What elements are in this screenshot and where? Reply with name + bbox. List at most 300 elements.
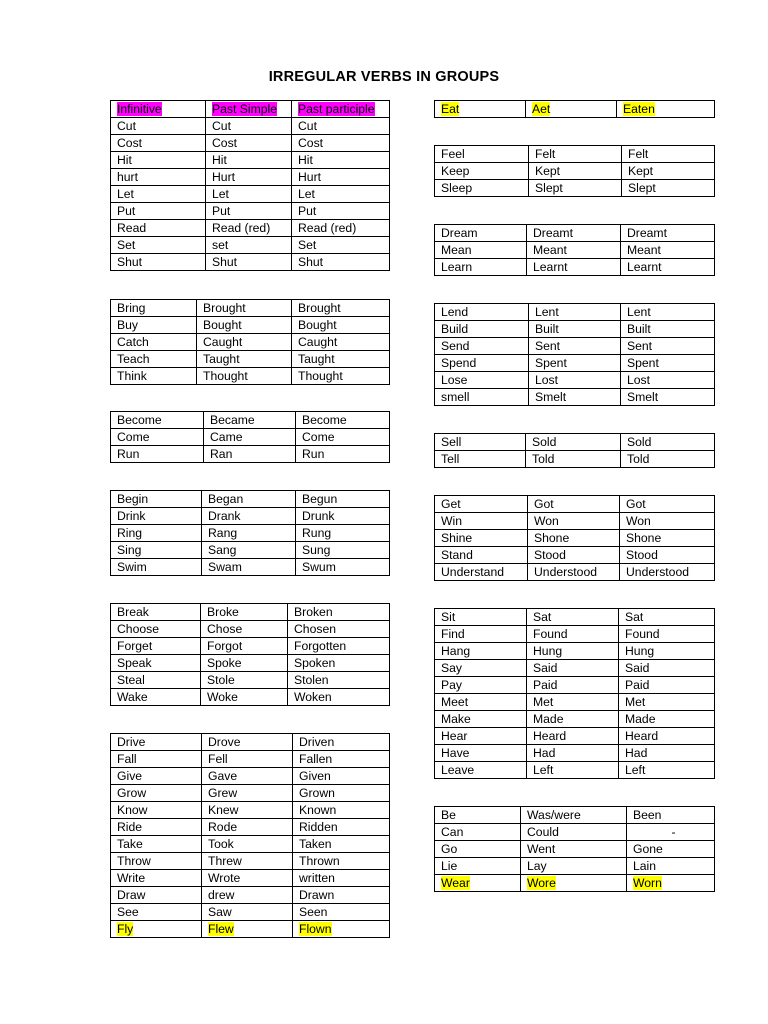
- past-simple-cell: Smelt: [529, 389, 621, 406]
- verb-row: [435, 711, 715, 728]
- past-participle-cell: Begun: [296, 491, 390, 508]
- infinitive-cell: Speak: [111, 655, 201, 672]
- verb-row: [111, 351, 390, 368]
- past-simple-cell: Came: [204, 429, 296, 446]
- verb-row: [111, 604, 390, 621]
- past-participle-cell: [293, 921, 390, 938]
- past-participle-cell: Bought: [292, 317, 390, 334]
- infinitive-cell: [435, 101, 526, 118]
- verb-row: [435, 355, 715, 372]
- past-participle-cell: Left: [619, 762, 715, 779]
- past-simple-cell: set: [206, 237, 292, 254]
- verb-row: [111, 491, 390, 508]
- past-simple-cell: Put: [206, 203, 292, 220]
- past-participle-cell: Hit: [292, 152, 390, 169]
- infinitive-cell: Throw: [111, 853, 202, 870]
- past-participle-cell: Felt: [622, 146, 715, 163]
- infinitive-cell: Ride: [111, 819, 202, 836]
- verb-row: [111, 836, 390, 853]
- verb-group-table-6: [110, 733, 390, 938]
- verb-row: [435, 163, 715, 180]
- past-participle-cell: Got: [620, 496, 715, 513]
- past-simple-cell: Brought: [197, 300, 292, 317]
- past-participle-cell: Drawn: [293, 887, 390, 904]
- past-simple-cell: Dreamt: [527, 225, 621, 242]
- past-participle-cell: Paid: [619, 677, 715, 694]
- infinitive-cell: Set: [111, 237, 206, 254]
- past-participle-cell: Found: [619, 626, 715, 643]
- infinitive-cell: See: [111, 904, 202, 921]
- infinitive-cell: Cost: [111, 135, 206, 152]
- verb-row: [111, 672, 390, 689]
- infinitive-cell: Win: [435, 513, 528, 530]
- past-participle-cell: Understood: [620, 564, 715, 581]
- past-simple-cell: drew: [202, 887, 293, 904]
- past-participle-cell: Come: [296, 429, 390, 446]
- verb-row: [435, 242, 715, 259]
- verb-row: [435, 101, 715, 118]
- past-simple-cell: Lent: [529, 304, 621, 321]
- past-simple-cell: Built: [529, 321, 621, 338]
- past-simple-cell: Ran: [204, 446, 296, 463]
- past-simple-cell: Sat: [527, 609, 619, 626]
- past-participle-cell: Cut: [292, 118, 390, 135]
- infinitive-cell: Grow: [111, 785, 202, 802]
- past-participle-cell: Told: [621, 451, 715, 468]
- verb-row: [111, 542, 390, 559]
- past-simple-cell: Drove: [202, 734, 293, 751]
- infinitive-cell: Dream: [435, 225, 527, 242]
- past-simple-cell: Read (red): [206, 220, 292, 237]
- verb-row: [435, 728, 715, 745]
- infinitive-cell: Spend: [435, 355, 529, 372]
- past-participle-cell: Given: [293, 768, 390, 785]
- infinitive-cell: Catch: [111, 334, 197, 351]
- past-participle-cell: Woken: [288, 689, 390, 706]
- verb-row: [111, 169, 390, 186]
- infinitive-cell: Find: [435, 626, 527, 643]
- past-simple-cell: Hung: [527, 643, 619, 660]
- infinitive-cell: Tell: [435, 451, 526, 468]
- past-participle-cell: Run: [296, 446, 390, 463]
- verb-row: [435, 496, 715, 513]
- past-participle-cell: Known: [293, 802, 390, 819]
- past-participle-cell: Thought: [292, 368, 390, 385]
- past-simple-cell: Found: [527, 626, 619, 643]
- infinitive-cell: Sleep: [435, 180, 529, 197]
- past-simple-cell: Spoke: [201, 655, 288, 672]
- verb-row: [111, 734, 390, 751]
- infinitive-cell: Sing: [111, 542, 202, 559]
- verb-row: [435, 530, 715, 547]
- verb-row: [111, 802, 390, 819]
- highlighted-text: Flown: [299, 921, 332, 936]
- infinitive-cell: Get: [435, 496, 528, 513]
- infinitive-cell: Take: [111, 836, 202, 853]
- past-simple-cell: Rode: [202, 819, 293, 836]
- verb-row: [435, 841, 715, 858]
- infinitive-cell: Wake: [111, 689, 201, 706]
- verb-row: [111, 887, 390, 904]
- past-simple-cell: [521, 875, 627, 892]
- verb-row: [435, 259, 715, 276]
- infinitive-cell: Break: [111, 604, 201, 621]
- verb-group-table-13: [434, 608, 715, 779]
- verb-row: [111, 559, 390, 576]
- verb-row: [111, 768, 390, 785]
- verb-row: [111, 446, 390, 463]
- highlighted-text: Wore: [527, 875, 556, 890]
- verb-row: [111, 429, 390, 446]
- infinitive-cell: Send: [435, 338, 529, 355]
- verb-row: [111, 254, 390, 271]
- infinitive-cell: Become: [111, 412, 204, 429]
- past-participle-cell: Sat: [619, 609, 715, 626]
- past-participle-cell: Forgotten: [288, 638, 390, 655]
- infinitive-cell: [111, 101, 206, 118]
- past-participle-cell: Seen: [293, 904, 390, 921]
- verb-group-table-2: [110, 299, 390, 385]
- verb-row: [111, 819, 390, 836]
- verb-row: [111, 921, 390, 938]
- highlighted-text: Past participle: [298, 101, 375, 116]
- verb-row: [435, 547, 715, 564]
- verb-row: [435, 225, 715, 242]
- verb-row: [111, 785, 390, 802]
- verb-row: [435, 389, 715, 406]
- verb-row: [111, 751, 390, 768]
- past-simple-cell: Caught: [197, 334, 292, 351]
- highlighted-text: Infinitive: [117, 101, 162, 116]
- verb-row: [111, 220, 390, 237]
- infinitive-cell: Shine: [435, 530, 528, 547]
- past-simple-cell: Shone: [528, 530, 620, 547]
- infinitive-cell: Go: [435, 841, 521, 858]
- past-participle-cell: Put: [292, 203, 390, 220]
- past-participle-cell: Learnt: [621, 259, 715, 276]
- verb-row: [111, 870, 390, 887]
- past-participle-cell: Spent: [621, 355, 715, 372]
- verb-group-table-8: [434, 145, 715, 197]
- verb-row: [111, 135, 390, 152]
- verb-row: [435, 807, 715, 824]
- infinitive-cell: [111, 921, 202, 938]
- past-simple-cell: Forgot: [201, 638, 288, 655]
- infinitive-cell: Think: [111, 368, 197, 385]
- infinitive-cell: Build: [435, 321, 529, 338]
- verb-row: [111, 904, 390, 921]
- infinitive-cell: Feel: [435, 146, 529, 163]
- infinitive-cell: Say: [435, 660, 527, 677]
- past-participle-cell: Stolen: [288, 672, 390, 689]
- past-participle-cell: Hurt: [292, 169, 390, 186]
- past-participle-cell: Gone: [627, 841, 715, 858]
- past-simple-cell: Heard: [527, 728, 619, 745]
- highlighted-text: Aet: [532, 101, 551, 116]
- past-simple-cell: Learnt: [527, 259, 621, 276]
- past-simple-cell: Won: [528, 513, 620, 530]
- verb-group-table-4: [110, 490, 390, 576]
- infinitive-cell: Lose: [435, 372, 529, 389]
- past-simple-cell: Wrote: [202, 870, 293, 887]
- past-participle-cell: [292, 101, 390, 118]
- past-simple-cell: Stole: [201, 672, 288, 689]
- past-simple-cell: Meant: [527, 242, 621, 259]
- infinitive-cell: Bring: [111, 300, 197, 317]
- infinitive-cell: Sit: [435, 609, 527, 626]
- verb-row: [435, 745, 715, 762]
- past-simple-cell: Thought: [197, 368, 292, 385]
- past-simple-cell: Rang: [202, 525, 296, 542]
- infinitive-cell: Ring: [111, 525, 202, 542]
- past-participle-cell: Set: [292, 237, 390, 254]
- past-participle-cell: Had: [619, 745, 715, 762]
- past-simple-cell: Fell: [202, 751, 293, 768]
- past-simple-cell: Lost: [529, 372, 621, 389]
- past-simple-cell: Told: [526, 451, 621, 468]
- verb-row: [111, 317, 390, 334]
- infinitive-cell: Write: [111, 870, 202, 887]
- past-participle-cell: Cost: [292, 135, 390, 152]
- verb-group-table-11: [434, 433, 715, 468]
- infinitive-cell: Know: [111, 802, 202, 819]
- past-simple-cell: Drank: [202, 508, 296, 525]
- past-simple-cell: Sold: [526, 434, 621, 451]
- past-participle-cell: Made: [619, 711, 715, 728]
- past-participle-cell: Broken: [288, 604, 390, 621]
- past-participle-cell: Grown: [293, 785, 390, 802]
- past-simple-cell: Felt: [529, 146, 622, 163]
- past-simple-cell: Knew: [202, 802, 293, 819]
- past-participle-cell: Swum: [296, 559, 390, 576]
- verb-row: [111, 152, 390, 169]
- highlighted-text: Eaten: [623, 101, 655, 116]
- infinitive-cell: Choose: [111, 621, 201, 638]
- past-participle-cell: Fallen: [293, 751, 390, 768]
- past-participle-cell: Brought: [292, 300, 390, 317]
- infinitive-cell: Stand: [435, 547, 528, 564]
- verb-row: [111, 655, 390, 672]
- past-simple-cell: [202, 921, 293, 938]
- verb-row: [111, 237, 390, 254]
- past-participle-cell: Chosen: [288, 621, 390, 638]
- past-participle-cell: Taken: [293, 836, 390, 853]
- verb-row: [111, 368, 390, 385]
- infinitive-cell: Lend: [435, 304, 529, 321]
- past-participle-cell: Taught: [292, 351, 390, 368]
- past-simple-cell: [206, 101, 292, 118]
- infinitive-cell: Be: [435, 807, 521, 824]
- past-participle-cell: Caught: [292, 334, 390, 351]
- past-simple-cell: Understood: [528, 564, 620, 581]
- past-simple-cell: Had: [527, 745, 619, 762]
- past-participle-cell: Ridden: [293, 819, 390, 836]
- verb-group-table-1: [110, 100, 390, 271]
- verb-row: [111, 853, 390, 870]
- verb-row: [435, 762, 715, 779]
- past-simple-cell: Shut: [206, 254, 292, 271]
- past-participle-cell: Slept: [622, 180, 715, 197]
- past-participle-cell: Thrown: [293, 853, 390, 870]
- infinitive-cell: Sell: [435, 434, 526, 451]
- infinitive-cell: Learn: [435, 259, 527, 276]
- infinitive-cell: Buy: [111, 317, 197, 334]
- infinitive-cell: Hit: [111, 152, 206, 169]
- past-simple-cell: Threw: [202, 853, 293, 870]
- past-simple-cell: Went: [521, 841, 627, 858]
- verb-row: [435, 677, 715, 694]
- highlighted-text: Fly: [117, 921, 134, 936]
- infinitive-cell: Come: [111, 429, 204, 446]
- infinitive-cell: Have: [435, 745, 527, 762]
- past-participle-cell: Become: [296, 412, 390, 429]
- verb-row: [435, 372, 715, 389]
- verb-row: [435, 180, 715, 197]
- verb-row: [111, 508, 390, 525]
- verb-group-table-12: [434, 495, 715, 581]
- verb-row: [435, 643, 715, 660]
- past-simple-cell: Let: [206, 186, 292, 203]
- past-simple-cell: Took: [202, 836, 293, 853]
- infinitive-cell: Put: [111, 203, 206, 220]
- infinitive-cell: Hear: [435, 728, 527, 745]
- past-participle-cell: Dreamt: [621, 225, 715, 242]
- verb-row: [435, 338, 715, 355]
- page-title: IRREGULAR VERBS IN GROUPS: [268, 69, 500, 85]
- past-simple-cell: Made: [527, 711, 619, 728]
- past-simple-cell: Could: [521, 824, 627, 841]
- infinitive-cell: Read: [111, 220, 206, 237]
- infinitive-cell: Cut: [111, 118, 206, 135]
- verb-row: [111, 334, 390, 351]
- past-simple-cell: Became: [204, 412, 296, 429]
- verb-group-table-9: [434, 224, 715, 276]
- infinitive-cell: Drink: [111, 508, 202, 525]
- verb-row: [435, 609, 715, 626]
- past-participle-cell: Smelt: [621, 389, 715, 406]
- infinitive-cell: hurt: [111, 169, 206, 186]
- verb-row: [435, 513, 715, 530]
- past-participle-cell: Drunk: [296, 508, 390, 525]
- verb-group-table-14: [434, 806, 715, 892]
- past-simple-cell: Cost: [206, 135, 292, 152]
- highlighted-text: Past Simple: [212, 101, 278, 116]
- verb-row: [435, 321, 715, 338]
- verb-row: [111, 525, 390, 542]
- past-simple-cell: Was/were: [521, 807, 627, 824]
- past-simple-cell: Gave: [202, 768, 293, 785]
- verb-group-table-5: [110, 603, 390, 706]
- past-participle-cell: Built: [621, 321, 715, 338]
- verb-row: [435, 875, 715, 892]
- past-participle-cell: Sent: [621, 338, 715, 355]
- infinitive-cell: Make: [435, 711, 527, 728]
- verb-row: [435, 660, 715, 677]
- past-participle-cell: Sold: [621, 434, 715, 451]
- past-participle-cell: Kept: [622, 163, 715, 180]
- infinitive-cell: Swim: [111, 559, 202, 576]
- verb-group-table-3: [110, 411, 390, 463]
- past-participle-cell: Sung: [296, 542, 390, 559]
- infinitive-cell: Leave: [435, 762, 527, 779]
- verb-row: [435, 626, 715, 643]
- verb-row: [111, 203, 390, 220]
- verb-row: [111, 300, 390, 317]
- verb-row: [435, 694, 715, 711]
- past-participle-cell: Said: [619, 660, 715, 677]
- past-participle-cell: Let: [292, 186, 390, 203]
- past-participle-cell: [627, 875, 715, 892]
- past-simple-cell: Stood: [528, 547, 620, 564]
- past-participle-cell: Lain: [627, 858, 715, 875]
- infinitive-cell: Teach: [111, 351, 197, 368]
- infinitive-cell: Give: [111, 768, 202, 785]
- past-simple-cell: Sang: [202, 542, 296, 559]
- past-simple-cell: Hurt: [206, 169, 292, 186]
- highlighted-text: Flew: [208, 921, 234, 936]
- past-simple-cell: Sent: [529, 338, 621, 355]
- verb-row: [435, 858, 715, 875]
- verb-row: [111, 101, 390, 118]
- past-participle-cell: Won: [620, 513, 715, 530]
- verb-row: [435, 434, 715, 451]
- past-participle-cell: -: [627, 824, 715, 841]
- past-participle-cell: Driven: [293, 734, 390, 751]
- past-simple-cell: Grew: [202, 785, 293, 802]
- infinitive-cell: Drive: [111, 734, 202, 751]
- verb-row: [435, 304, 715, 321]
- infinitive-cell: [435, 875, 521, 892]
- past-participle-cell: Rung: [296, 525, 390, 542]
- infinitive-cell: Pay: [435, 677, 527, 694]
- past-simple-cell: Swam: [202, 559, 296, 576]
- infinitive-cell: Mean: [435, 242, 527, 259]
- verb-row: [111, 118, 390, 135]
- past-participle-cell: Shone: [620, 530, 715, 547]
- past-participle-cell: Lent: [621, 304, 715, 321]
- past-participle-cell: Hung: [619, 643, 715, 660]
- verb-group-table-7: [434, 100, 715, 118]
- highlighted-text: Worn: [633, 875, 662, 890]
- infinitive-cell: Steal: [111, 672, 201, 689]
- past-simple-cell: [526, 101, 617, 118]
- infinitive-cell: Lie: [435, 858, 521, 875]
- past-participle-cell: Met: [619, 694, 715, 711]
- highlighted-text: Wear: [441, 875, 470, 890]
- verb-row: [111, 186, 390, 203]
- infinitive-cell: Can: [435, 824, 521, 841]
- verb-row: [111, 412, 390, 429]
- past-simple-cell: Spent: [529, 355, 621, 372]
- past-participle-cell: Spoken: [288, 655, 390, 672]
- infinitive-cell: smell: [435, 389, 529, 406]
- verb-group-table-10: [434, 303, 715, 406]
- infinitive-cell: Let: [111, 186, 206, 203]
- past-participle-cell: Lost: [621, 372, 715, 389]
- past-simple-cell: Chose: [201, 621, 288, 638]
- past-participle-cell: [617, 101, 715, 118]
- past-participle-cell: Stood: [620, 547, 715, 564]
- infinitive-cell: Understand: [435, 564, 528, 581]
- infinitive-cell: Fall: [111, 751, 202, 768]
- past-participle-cell: Been: [627, 807, 715, 824]
- verb-row: [435, 451, 715, 468]
- past-simple-cell: Said: [527, 660, 619, 677]
- past-participle-cell: Heard: [619, 728, 715, 745]
- past-participle-cell: Meant: [621, 242, 715, 259]
- verb-row: [111, 621, 390, 638]
- verb-row: [111, 638, 390, 655]
